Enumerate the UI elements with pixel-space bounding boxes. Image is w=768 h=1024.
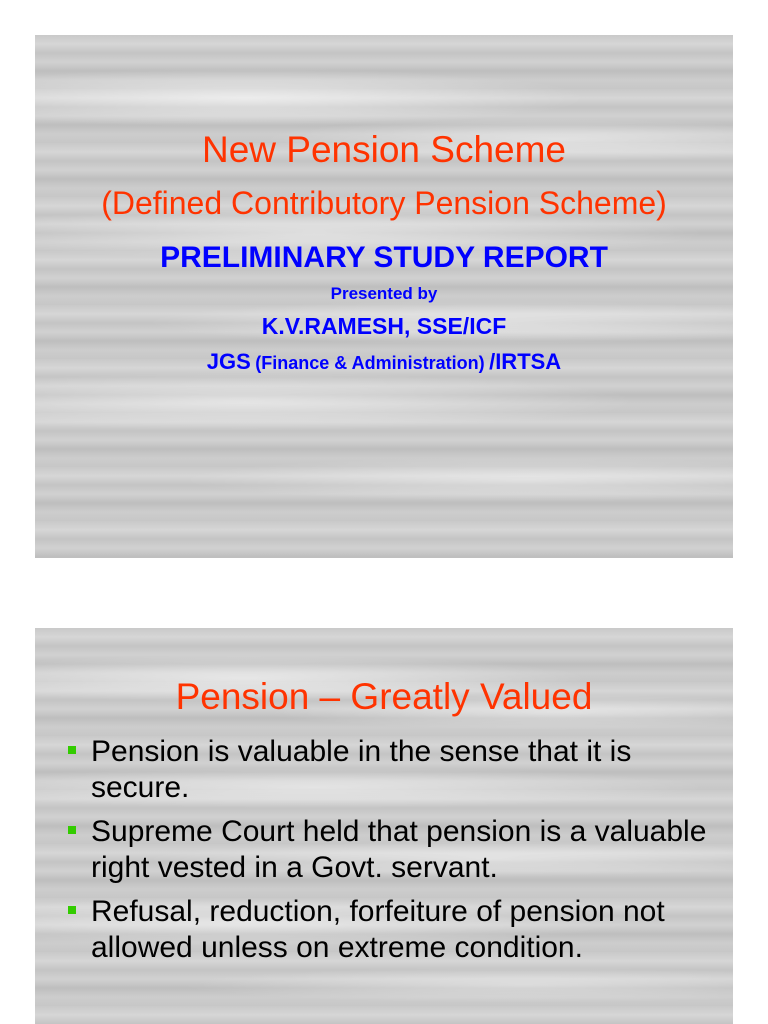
org-prefix: JGS (206, 349, 251, 374)
slide-title (35, 35, 733, 558)
list-item (65, 814, 715, 886)
bullet-text: Supreme Court held that pension is a valuable right vested in a Govt. servant. (91, 815, 707, 884)
bullet-text: Pension is valuable in the sense that it is secure. (91, 735, 632, 804)
bullet-list (65, 734, 715, 974)
report-heading: PRELIMINARY STUDY REPORT (160, 241, 608, 274)
slide-1-title: New Pension Scheme (201, 129, 567, 170)
slide-2-title: Pension – Greatly Valued (175, 676, 593, 717)
slide-1-subtitle: (Defined Contributory Pension Scheme) (101, 185, 667, 221)
presented-by-label: Presented by (330, 284, 438, 303)
slide-pension-valued (35, 628, 733, 1024)
author-name: K.V.RAMESH, SSE/ICF (261, 313, 507, 339)
list-item (65, 734, 715, 806)
org-detail: (Finance & Administration) (255, 353, 485, 373)
square-bullet-icon (68, 906, 76, 914)
square-bullet-icon (68, 826, 76, 834)
author-organization (35, 348, 733, 379)
org-suffix: /IRTSA (489, 349, 562, 374)
list-item (65, 894, 715, 966)
square-bullet-icon (68, 746, 76, 754)
bullet-text: Refusal, reduction, forfeiture of pension not allowed unless on extreme condition. (91, 895, 665, 964)
